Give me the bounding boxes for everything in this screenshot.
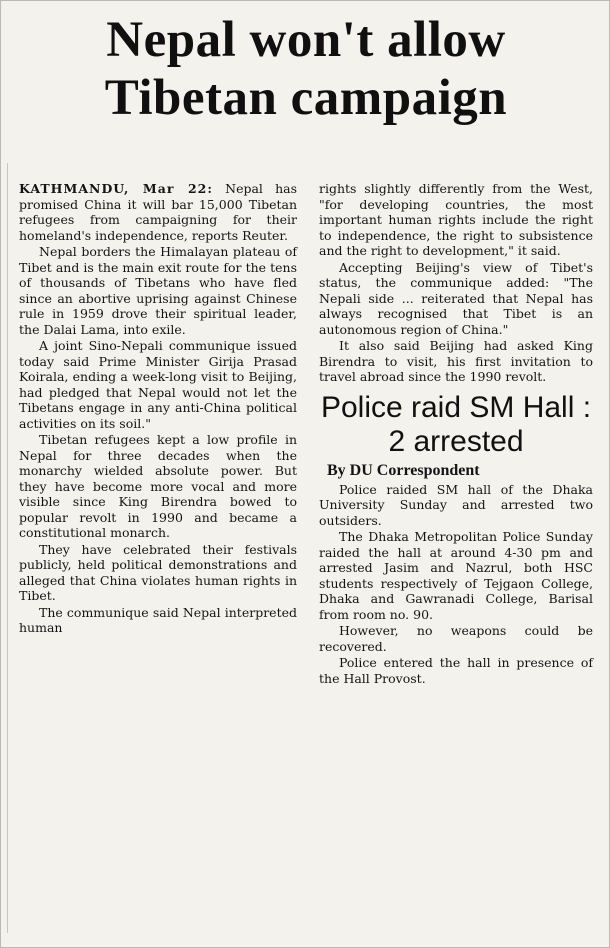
story1-continued-2: Accepting Beijing's view of Tibet's status, the communique added: "The Nepali side ... reiterated that Nepal has always recognised that Tibet is an autonomous region of China." (319, 259, 593, 337)
story1-continued-1: rights slightly differently from the West, "for developing countries, the most important human rights include the right to independence, the right to subsistence and the right to development," it said. (319, 181, 593, 258)
story1-paragraph-2: Nepal borders the Himalayan plateau of Tibet and is the main exit route for the tens of thousands of Tibetans who have fled since an abortive uprising against Chinese rule in 1959 drove their spiritual leader, the Dalai Lama, into exile. (19, 244, 297, 337)
left-column (19, 181, 297, 637)
headline-line-1: Nepal won't allow (106, 12, 506, 68)
story1-paragraph-6: The communique said Nepal interpreted human (19, 604, 297, 635)
story2-paragraph-4: Police entered the hall in presence of the Hall Provost. (319, 655, 593, 686)
dateline: KATHMANDU, Mar 22: (19, 181, 213, 196)
story1-paragraph-3: A joint Sino-Nepali communique issued today said Prime Minister Girija Prasad Koirala, ending a week-long visit to Beijing, had pledged that Nepal would not let the Tibetans engage in any anti-China political activities on its soil." (19, 338, 297, 431)
story2-headline: Police raid SM Hall : 2 arrested (320, 390, 592, 458)
story2-paragraph-3: However, no weapons could be recovered. (319, 623, 593, 654)
story1-paragraph-5: They have celebrated their festivals publicly, held political demonstrations and alleged that China violates human rights in Tibet. (19, 541, 297, 603)
story2-paragraph-1: Police raided SM hall of the Dhaka University Sunday and arrested two outsiders. (319, 481, 593, 528)
right-column (319, 181, 593, 687)
story1-paragraph-1 (19, 181, 297, 243)
story1-paragraph-4: Tibetan refugees kept a low profile in Nepal for three decades when the monarchy wielded absolute power. But they have become more vocal and more visible since King Birendra bowed to popular revolt in 1990 and became a constitutional monarch. (19, 432, 297, 540)
story1-continued-3: It also said Beijing had asked King Birendra to visit, his first invitation to travel abroad since the 1990 revolt. (319, 338, 593, 384)
headline-line-2: Tibetan campaign (104, 70, 508, 126)
story1-paragraph-1-text: Nepal has promised China it will bar 15,000 Tibetan refugees from campaigning for their homeland's independence, reports Reuter. (19, 181, 297, 243)
story2-byline: By DU Correspondent (327, 461, 480, 479)
column-rule (7, 163, 8, 933)
story2-paragraph-2: The Dhaka Metropolitan Police Sunday raided the hall at around 4-30 pm and arrested Jasim and Nazrul, both HSC students respectively of Tejgaon College, Dhaka and Gawranadi College, Barisal from room no. 90. (319, 529, 593, 622)
headline (1, 11, 610, 127)
